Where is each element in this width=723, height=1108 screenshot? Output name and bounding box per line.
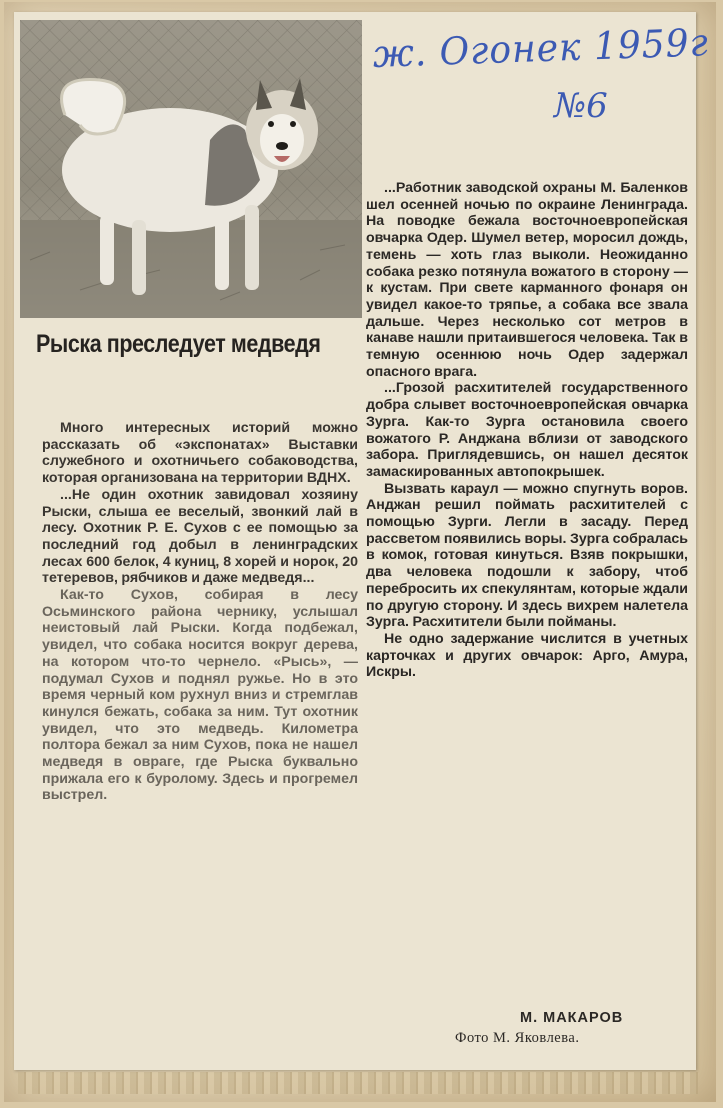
paragraph-ryska: ...Не один охотник завидовал хозяину Рыски, слыша ее веселый, звонкий лай в лесу. Охотник Р. Е. Сухов с ее помощью за последний год добыл в ленинградских лесах 600 белок, 4 куниц, 8 хорей и норок, 20 тетеревов, рябчиков и даже медведя...: [42, 486, 358, 587]
paragraph-bear-hunt: Как-то Сухов, собирая в лесу Осьминского района чернику, услышал неистовый лай Рыски. Когда подбежал, увидел, что собака носится вокруг дерева, на котором что-то чернело. «Рысь», — подумал Сухов и поднял ружье. Но в это время черный ком рухнул вниз и стремглав кинулся бежать, собака за ним. Тут охотник увидел, что это медведь. Километра полтора бежал за ним Сухов, пока не нашел медведя в овраге, где Рыска буквально прижала его к буролому. Здесь и прогремел выстрел.: [42, 587, 358, 804]
paragraph-zurga: ...Грозой расхитителей государственного добра слывет восточноевропейская овчарка Зурга. Как-то Зурга остановила своего вожатого Р. Анджана вблизи от заводского забора. Приглядевшись, он нашел десяток замаскированных автопокрышек.: [366, 380, 688, 480]
paragraph-closing: Не одно задержание числится в учетных карточках и других овчарок: Арго, Амура, Искры.: [366, 630, 688, 681]
paragraph-intro: Много интересных историй можно рассказать об «экспонатах» Выставки служебного и охотничьего собаководства, которая организована на территории ВДНХ.: [42, 420, 358, 487]
handwritten-source: ж. Огонек 1959г: [372, 20, 710, 76]
article-left-column: [42, 420, 358, 1045]
page-edge-strip: [18, 1072, 698, 1094]
paragraph-ambush: Вызвать караул — можно спугнуть воров. Анджан решил поймать расхитителей с помощью Зурги. Легли в засаду. Перед рассветом появились воры. Зурга собралась в комок, готовая кинуться. Взяв покрышки, два человека подошли к забору, чтоб перебросить их спекулянтам, которые ждали по другую сторону. И здесь вихрем налетела Зурга. Расхитители были пойманы.: [366, 480, 688, 631]
dog-photo: [20, 20, 362, 318]
paragraph-oder: ...Работник заводской охраны М. Баленков шел осенней ночью по окраине Ленинграда. На поводке бежала восточноевропейская овчарка Одер. Шумел ветер, моросил дождь, темень — хоть глаз выколи. Неожиданно собака резко потянула вожатого в сторону — к кустам. При свете карманного фонаря он увидел какое-то тряпье, а собака все звала дальше. Через несколько сот метров в канаве нашли притаившегося человека. Так в темную осеннюю ночь Одер задержал опасного врага.: [366, 180, 688, 380]
handwritten-note: [372, 20, 710, 126]
article-author: М. МАКАРОВ: [520, 1010, 624, 1026]
handwritten-issue-number: №6: [554, 86, 608, 126]
photo-credit: Фото М. Яковлева.: [455, 1030, 580, 1046]
article-right-column: [366, 180, 688, 1010]
article-title: Рыска преследует медведя: [36, 330, 321, 358]
